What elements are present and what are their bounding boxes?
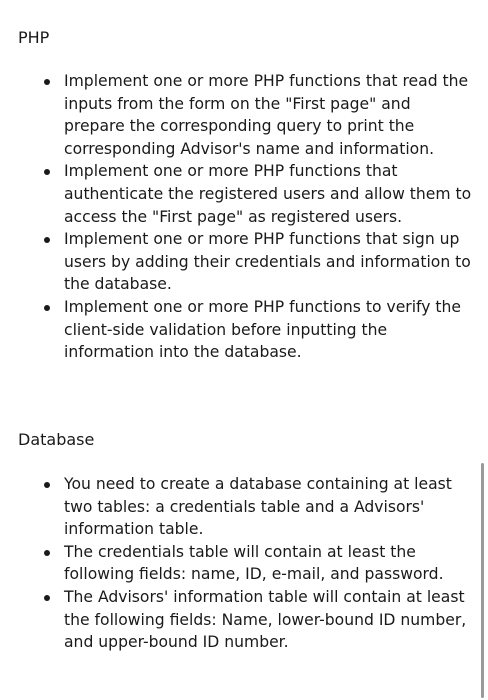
list-item-text: Implement one or more PHP functions to verify the client-side validation before inputting the information into the database. xyxy=(64,297,462,362)
list-item xyxy=(42,70,472,160)
vertical-scrollbar[interactable] xyxy=(481,463,484,698)
database-section-heading: Database xyxy=(18,430,95,449)
list-item xyxy=(42,541,472,586)
bullet-icon xyxy=(44,550,50,556)
list-item-text: Implement one or more PHP functions that sign up users by adding their credentials and information to the database. xyxy=(64,230,471,294)
list-item xyxy=(42,296,472,364)
list-item xyxy=(42,586,472,654)
php-requirements-list xyxy=(42,70,472,364)
bullet-icon xyxy=(44,237,50,243)
list-item xyxy=(42,160,472,228)
bullet-icon xyxy=(44,79,50,85)
php-section-heading: PHP xyxy=(18,28,50,47)
list-item xyxy=(42,473,472,541)
list-item-text: Implement one or more PHP functions that authenticate the registered users and allow them to access the "First page" as registered users. xyxy=(64,162,472,226)
bullet-icon xyxy=(44,169,50,175)
bullet-icon xyxy=(44,595,50,601)
list-item-text: The credentials table will contain at least the following fields: name, ID, e-mail, and password. xyxy=(64,542,444,584)
database-requirements-list xyxy=(42,473,472,654)
list-item-text: Implement one or more PHP functions that read the inputs from the form on the "First page" and prepare the corresponding query to print the corresponding Advisor's name and information. xyxy=(64,72,469,158)
bullet-icon xyxy=(44,482,50,488)
list-item xyxy=(42,228,472,296)
list-item-text: You need to create a database containing at least two tables: a credentials table and a Advisors' information table. xyxy=(64,475,452,539)
bullet-icon xyxy=(44,305,50,311)
list-item-text: The Advisors' information table will contain at least the following fields: Name, lower-bound ID number, and upper-bound ID number. xyxy=(64,587,467,652)
